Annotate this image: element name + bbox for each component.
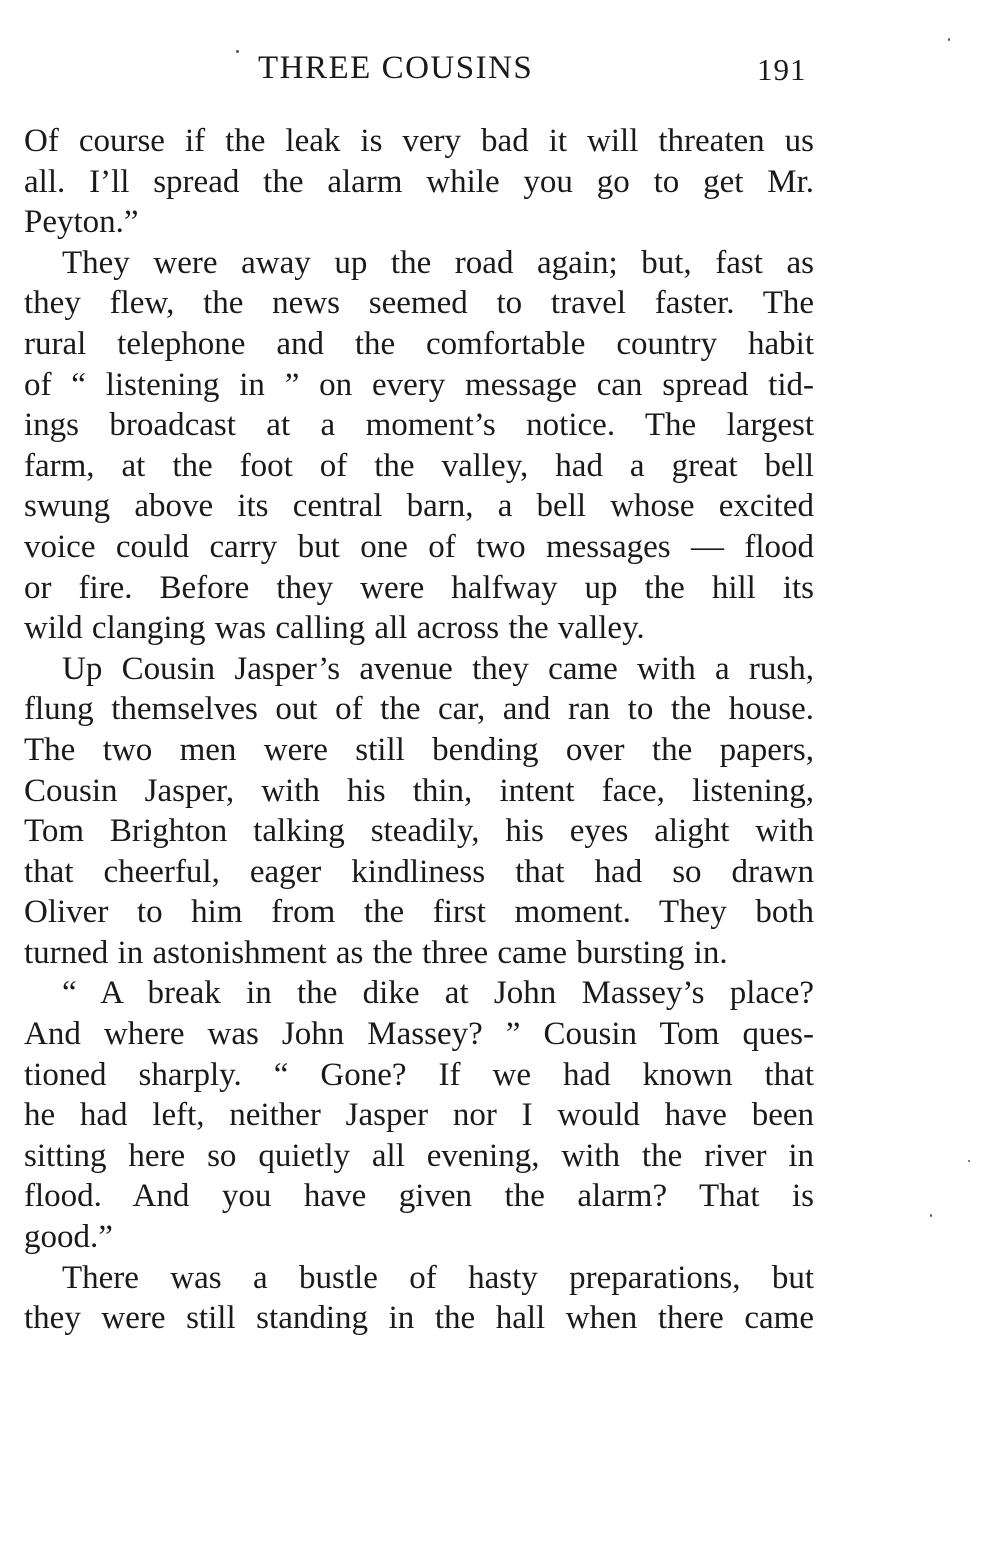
text-line: “ A break in the dike at John Massey’s place? [62, 975, 814, 1012]
print-speck [968, 1160, 970, 1162]
text-line: rural telephone and the comfortable country habit [24, 325, 814, 362]
text-line: voice could carry but one of two messages — flood [24, 528, 814, 565]
text-line: he had left, neither Jasper nor I would have been [24, 1097, 814, 1134]
text-line: Up Cousin Jasper’s avenue they came with a rush, [62, 650, 814, 687]
text-line: tioned sharply. “ Gone? If we had known that [24, 1056, 814, 1093]
text-line: of “ listening in ” on every message can spread tid- [24, 366, 814, 403]
text-line: that cheerful, eager kindliness that had so drawn [24, 853, 814, 890]
text-line: There was a bustle of hasty preparations, but [62, 1259, 814, 1296]
text-line: Of course if the leak is very bad it will threaten us [24, 123, 814, 159]
text-line: Cousin Jasper, with his thin, intent face, listening, [24, 772, 814, 809]
text-line: Tom Brighton talking steadily, his eyes alight with [24, 813, 814, 850]
text-line: they were still standing in the hall when there came [24, 1300, 814, 1337]
text-line: they flew, the news seemed to travel faster. The [24, 285, 814, 322]
text-line: farm, at the foot of the valley, had a great bell [24, 447, 814, 484]
running-head [0, 48, 985, 88]
text-line: Peyton.” [24, 204, 139, 241]
text-line: good.” [24, 1219, 113, 1256]
page-number: 191 [757, 52, 807, 87]
print-speck [930, 1214, 932, 1217]
text-line: flood. And you have given the alarm? That is [24, 1178, 814, 1215]
text-line: ings broadcast at a moment’s notice. The largest [24, 407, 814, 444]
running-title: THREE COUSINS [258, 50, 534, 86]
text-line: The two men were still bending over the papers, [24, 731, 814, 768]
text-line: or fire. Before they were halfway up the hill its [24, 569, 814, 606]
text-line: They were away up the road again; but, fast as [62, 244, 814, 281]
text-line: Oliver to him from the first moment. They both [24, 894, 814, 931]
text-line: sitting here so quietly all evening, with the river in [24, 1137, 814, 1174]
print-speck [236, 50, 239, 53]
text-line: wild clanging was calling all across the valley. [24, 610, 645, 647]
text-line: And where was John Massey? ” Cousin Tom ques- [24, 1016, 814, 1053]
text-line: turned in astonishment as the three came bursting in. [24, 934, 728, 971]
print-speck [948, 38, 950, 41]
text-line: swung above its central barn, a bell whose excited [24, 488, 814, 525]
body-text [24, 121, 814, 1339]
text-line: flung themselves out of the car, and ran to the house. [24, 691, 814, 728]
text-line: all. I’ll spread the alarm while you go to get Mr. [24, 163, 814, 200]
